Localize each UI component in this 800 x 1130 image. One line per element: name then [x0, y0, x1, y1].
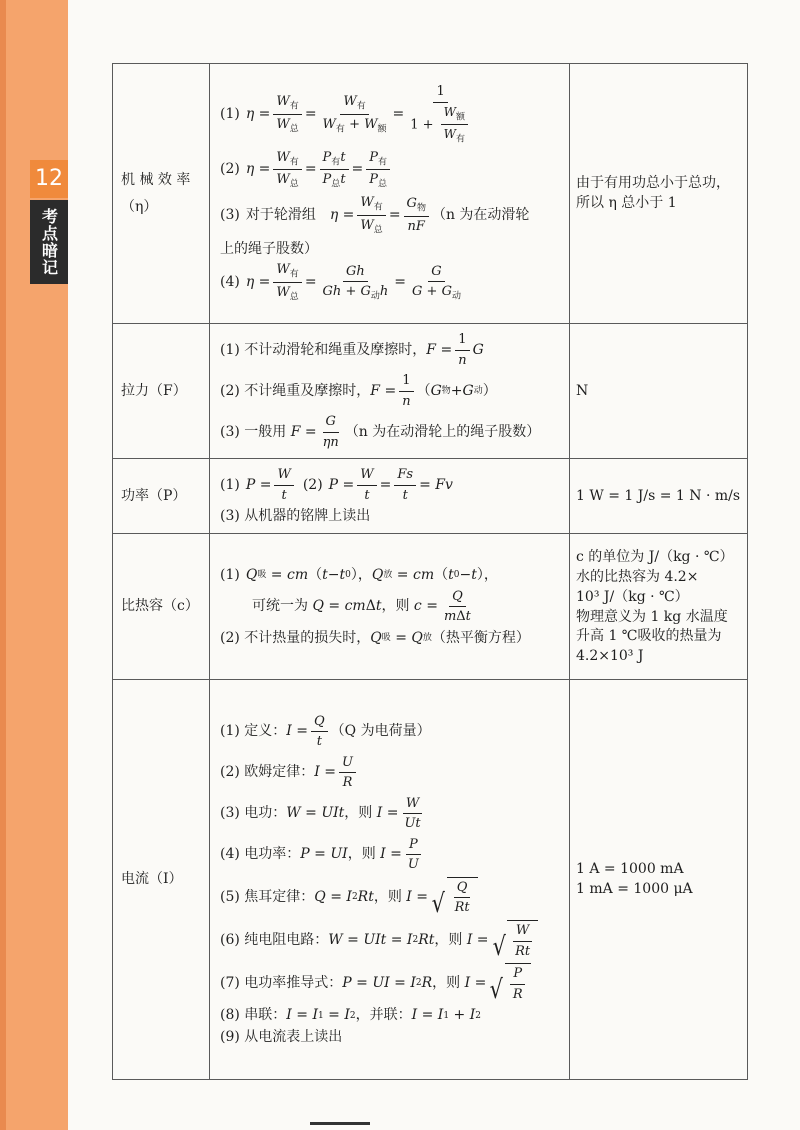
formula-line: (3) 对于轮滑组 η = $\frac{W_有}{W_总}$ = $\frac{G_物}{nF}$ （n 为在动滑轮 [220, 195, 530, 236]
note-cell: c 的单位为 J/（kg · ℃） 水的比热容为 4.2× 10³ J/（kg · ℃） 物理意义为 1 kg 水温度升高 1 ℃吸收的热量为 4.2×10³ J [570, 534, 748, 680]
page-number-tab: 12 [30, 160, 68, 198]
formula-line: (2) 欧姆定律： I = $\frac{U}{R}$ [220, 754, 563, 792]
formula-line: (4) 电功率： P = UI ， 则 I = $\frac{P}{U}$ [220, 836, 419, 873]
side-strip-edge [0, 0, 6, 1130]
section-label-tab: 考点暗记 [30, 200, 68, 284]
formula-line: (3) 电功： W = UIt ， 则 I = $\frac{W}{Ut}$ [220, 795, 421, 832]
formula-line: (2) η = $\frac{W_有}{W_总}$ = $\frac{P_有t}{P_总t}$ = $\frac{P_有}{P_总}$ [220, 149, 563, 191]
formula-line: (4) η = $\frac{W_有}{W_总}$ = $\frac{Gh}{Gh + G_动h}$ = $\frac{G}{G + G_动}$ [220, 262, 461, 303]
row-pull [113, 324, 748, 459]
formula-line: 可统一为 Q = cm Δ t ， 则 c = $\frac{Q}{\text{mΔt}}$ [252, 588, 471, 625]
row-heat [113, 534, 748, 680]
formula-line: 上的绳子股数） [220, 240, 318, 257]
formula-line: (3) 一般用 F = $\frac{G}{\eta n}$ （n 为在动滑轮上的绳子股数） [220, 414, 541, 450]
formula-line: (3) 从机器的铭牌上读出 [220, 508, 371, 525]
row-name: 拉力（F） [113, 324, 210, 459]
note-cell: 1 W = 1 J/s = 1 N · m/s [570, 459, 748, 534]
note-cell: N [570, 324, 748, 459]
bottom-mark [310, 1122, 370, 1125]
note-cell: 由于有用功总小于总功， 所以 η 总小于 1 [570, 64, 748, 324]
formula-line: (2) 不计热量的损失时， Q 吸 = Q 放 （热平衡方程） [220, 629, 530, 646]
formula-line: (1) Q 吸 = cm （ t − t 0 ）， Q 放 = cm （ t 0 − t ）， [220, 566, 498, 583]
formula-cell [210, 534, 570, 680]
formula-cell [210, 680, 570, 1080]
formula-line: (1) η = $\frac{W_有}{W_总}$ = $\frac{W_有}{W_有 + W_额}$ = 1 1 + $\frac{W_额}{W_有}$ [220, 83, 563, 146]
formula-line: (2) 不计绳重及摩擦时， F = $\frac{1}{n}$ （ G 物 + G 动 ） [220, 373, 497, 409]
formula-line: (7) 电功率推导式： P = UI = I 2 R ， 则 I = √ $\frac{P}{R}$ [220, 963, 563, 1003]
row-current [113, 680, 748, 1080]
row-name: 比热容（c） [113, 534, 210, 680]
row-name: 功率（P） [113, 459, 210, 534]
row-efficiency [113, 64, 748, 324]
row-name: 机 械 效 率 （η） [113, 64, 210, 324]
formula-cell [210, 324, 570, 459]
formula-line: (6) 纯电阻电路： W = UIt = I 2 Rt ， 则 I = √ $\frac{W}{Rt}$ [220, 920, 563, 960]
note-cell: 1 A = 1000 mA 1 mA = 1000 μA [570, 680, 748, 1080]
formula-line: (1) 不计动滑轮和绳重及摩擦时， F = $\frac{1}{n}$ G [220, 332, 484, 368]
formula-line: (5) 焦耳定律： Q = I 2 Rt ， 则 I = √ $\frac{Q}{Rt}$ [220, 877, 563, 917]
formula-cell [210, 459, 570, 534]
formula-line: (8) 串联： I = I 1 = I 2 ， 并联： I = I 1 + I 2 [220, 1007, 481, 1024]
formula-table [112, 63, 748, 1080]
formula-line: (1) P = $\frac{W}{t}$ (2) P = $\frac{W}{t}$ = $\frac{Fs}{t}$ = Fv [220, 467, 453, 503]
formula-line: (1) 定义： I = $\frac{Q}{t}$ （Q 为电荷量） [220, 713, 431, 750]
formula-cell [210, 64, 570, 324]
formula-line: (9) 从电流表上读出 [220, 1029, 343, 1046]
row-power [113, 459, 748, 534]
row-name: 电流（I） [113, 680, 210, 1080]
